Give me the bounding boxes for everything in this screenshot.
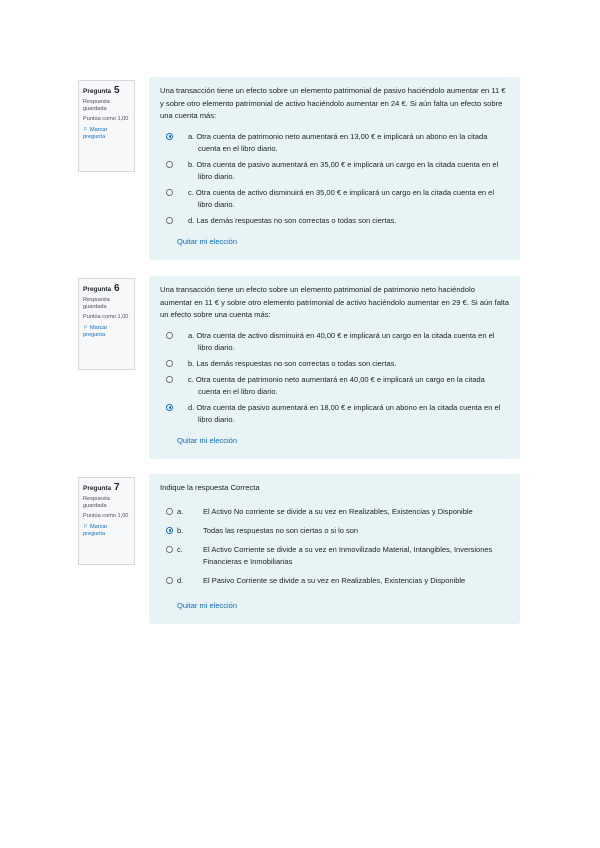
question-label: Pregunta 5 — [83, 85, 120, 96]
question-info-6 — [78, 278, 135, 370]
radio-button-checked[interactable] — [166, 133, 173, 140]
radio-button-checked[interactable] — [166, 404, 173, 411]
question-content-7 — [149, 474, 520, 624]
question-content-6 — [149, 276, 520, 459]
flag-question-link[interactable]: ⚐ Marcar pregunta — [83, 524, 108, 537]
answer-option[interactable]: c. Otra cuenta de activo disminuirá en 35,00 € e implicará un cargo en la citada cuenta en el libro diario. — [160, 187, 509, 211]
answer-list — [160, 506, 509, 588]
question-status: Respuesta guardada — [83, 297, 110, 310]
radio-button[interactable] — [166, 577, 173, 584]
question-score: Puntúa como 1,00 — [83, 116, 129, 122]
answer-option[interactable]: c. El Activo Corriente se divide a su vez en Inmovilizado Material, Intangibles, Inversiones Financieras e Inmobiliarias — [160, 544, 509, 568]
radio-button[interactable] — [166, 217, 173, 224]
answer-option[interactable]: b. Otra cuenta de pasivo aumentará en 35,00 € e implicará un cargo en la citada cuenta en el libro diario. — [160, 159, 509, 183]
question-text: Una transacción tiene un efecto sobre un elemento patrimonial de patrimonio neto haciéndolo aumentar en 11 € y sobre otro elemento patrimonial de activo haciéndolo aumentar en 29 €. Si aún falta un efecto sobre una cuenta más: — [160, 285, 509, 319]
question-label: Pregunta 7 — [83, 482, 120, 493]
radio-button[interactable] — [166, 189, 173, 196]
flag-question-link[interactable]: ⚐ Marcar pregunta — [83, 325, 108, 338]
radio-button[interactable] — [166, 332, 173, 339]
answer-list — [160, 330, 509, 427]
radio-button[interactable] — [166, 546, 173, 553]
answer-option[interactable]: d. Las demás respuestas no son correctas o todas son ciertas. — [160, 215, 509, 227]
question-score: Puntúa como 1,00 — [83, 314, 129, 320]
question-label: Pregunta 6 — [83, 283, 120, 294]
radio-button[interactable] — [166, 376, 173, 383]
question-status: Respuesta guardada — [83, 496, 110, 509]
question-info-7 — [78, 477, 135, 565]
answer-option[interactable]: a. Otra cuenta de activo disminuirá en 40,00 € e implicará un cargo en la citada cuenta en el libro diario. — [160, 330, 509, 354]
question-content-5 — [149, 77, 520, 260]
answer-option[interactable]: d. Otra cuenta de pasivo aumentará en 18,00 € e implicará un abono en la citada cuenta en el libro diario. — [160, 402, 509, 426]
answer-option[interactable]: c. Otra cuenta de patrimonio neto aumentará en 40,00 € e implicará un cargo en la citada cuenta en el libro diario. — [160, 374, 509, 398]
question-score: Puntúa como 1,00 — [83, 513, 129, 519]
clear-choice-link[interactable]: Quitar mi elección — [177, 600, 238, 610]
radio-button[interactable] — [166, 161, 173, 168]
answer-list — [160, 131, 509, 228]
radio-button[interactable] — [166, 508, 173, 515]
answer-option[interactable]: d. El Pasivo Corriente se divide a su vez en Realizables, Existencias y Disponible — [160, 575, 509, 587]
answer-option[interactable]: a. Otra cuenta de patrimonio neto aumentará en 13,00 € e implicará un abono en la citada cuenta en el libro diario. — [160, 131, 509, 155]
flag-icon: ⚐ — [83, 325, 88, 331]
question-text: Indique la respuesta Correcta — [160, 483, 260, 492]
flag-question-link[interactable]: ⚐ Marcar pregunta — [83, 127, 108, 140]
flag-icon: ⚐ — [83, 524, 88, 530]
radio-button[interactable] — [166, 360, 173, 367]
clear-choice-link[interactable]: Quitar mi elección — [177, 237, 238, 247]
question-text: Una transacción tiene un efecto sobre un elemento patrimonial de pasivo haciéndolo aumentar en 11 € y sobre otro elemento patrimonial de activo haciéndolo aumentar en 24 €. Si aún falta un efecto sobre una cuenta más: — [160, 86, 506, 120]
radio-button-checked[interactable] — [166, 527, 173, 534]
answer-option[interactable]: a. El Activo No corriente se divide a su vez en Realizables, Existencias y Disponible — [160, 506, 509, 518]
answer-option[interactable]: b. Todas las respuestas no son ciertas o si lo son — [160, 525, 509, 537]
question-status: Respuesta guardada — [83, 99, 110, 112]
clear-choice-link[interactable]: Quitar mi elección — [177, 436, 238, 446]
flag-icon: ⚐ — [83, 127, 88, 133]
question-info-5 — [78, 80, 135, 172]
answer-option[interactable]: b. Las demás respuestas no son correctas o todas son ciertas. — [160, 358, 509, 370]
